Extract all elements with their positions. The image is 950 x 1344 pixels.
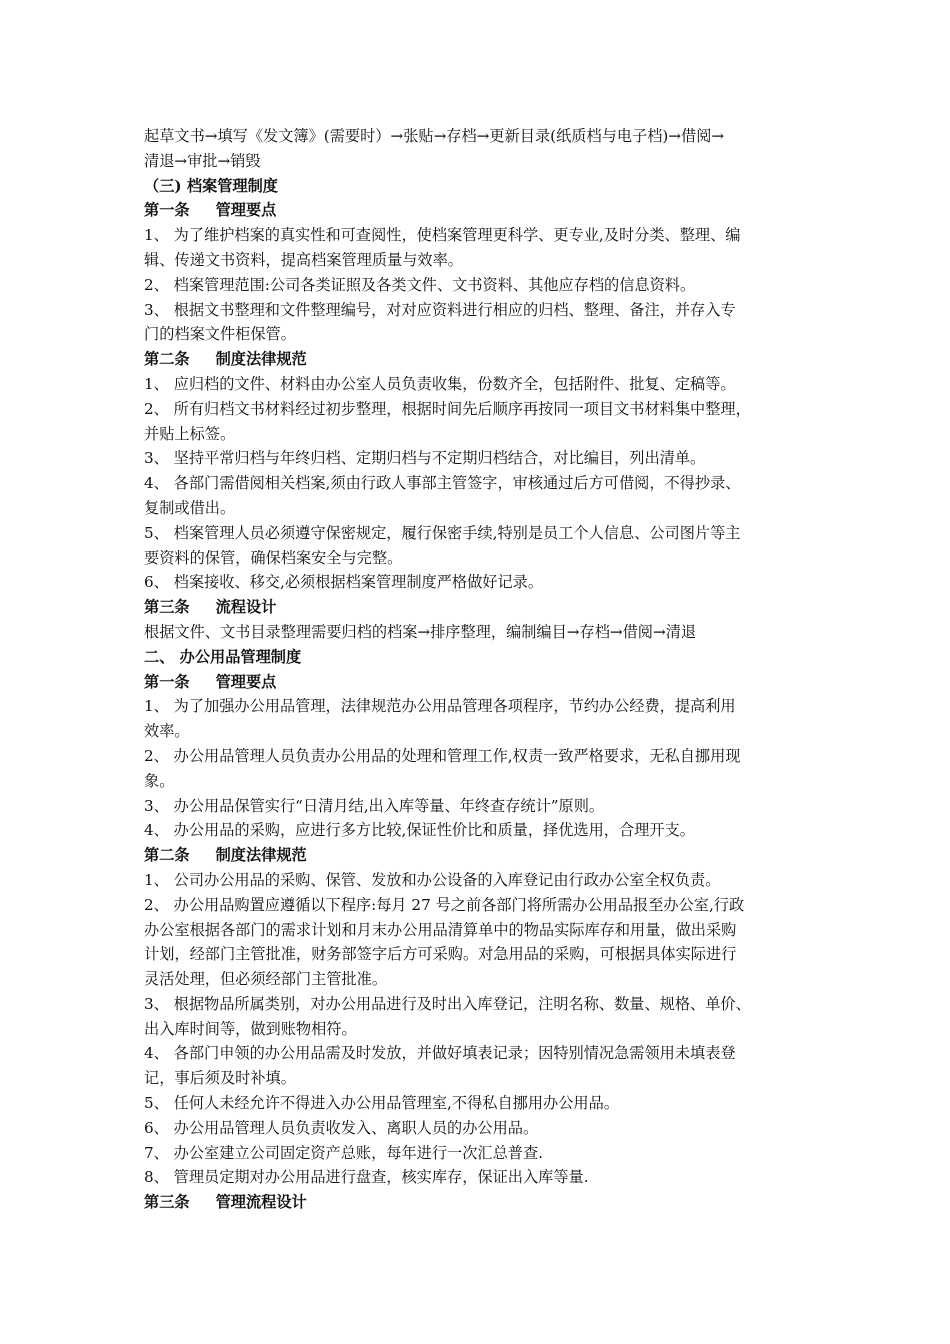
article-heading bbox=[144, 670, 824, 695]
article-title: 管理流程设计 bbox=[215, 1193, 307, 1212]
text-line: 5、 档案管理人员必须遵守保密规定，履行保密手续,特别是员工个人信息、公司图片等主 bbox=[144, 523, 741, 542]
article-number: 第二条 bbox=[144, 350, 190, 369]
article-title: 流程设计 bbox=[215, 598, 277, 617]
article-title: 制度法律规范 bbox=[215, 846, 307, 865]
text-line: 效率。 bbox=[144, 722, 190, 741]
text-line: 3、 坚持平常归档与年终归档、定期归档与不定期归档结合，对比编目，列出清单。 bbox=[144, 449, 706, 468]
article-number: 第三条 bbox=[144, 1193, 190, 1212]
article-number: 第二条 bbox=[144, 846, 190, 865]
article-heading bbox=[144, 198, 824, 223]
article-title: 制度法律规范 bbox=[215, 350, 307, 369]
article-title: 管理要点 bbox=[215, 672, 277, 691]
article-heading bbox=[144, 1190, 824, 1215]
section-heading: （三) 档案管理制度 bbox=[144, 176, 278, 195]
text-line: 并贴上标签。 bbox=[144, 424, 236, 443]
article-heading bbox=[144, 843, 824, 868]
text-line: 4、 各部门申领的办公用品需及时发放，并做好填表记录；因特别情况急需领用未填表登 bbox=[144, 1044, 736, 1063]
text-line: 7、 办公室建立公司固定资产总账，每年进行一次汇总普查. bbox=[144, 1143, 544, 1162]
text-line: 3、 根据物品所属类别，对办公用品进行及时出入库登记，注明名称、数量、规格、单价、 bbox=[144, 994, 751, 1013]
text-line: 象。 bbox=[144, 771, 175, 790]
text-line: 复制或借出。 bbox=[144, 498, 236, 517]
text-line: 灵活处理，但必须经部门主管批准。 bbox=[144, 970, 387, 989]
text-line: 1、 应归档的文件、材料由办公室人员负责收集，份数齐全，包括附件、批复、定稿等。 bbox=[144, 374, 736, 393]
text-line: 办公室根据各部门的需求计划和月末办公用品清算单中的物品实际库存和用量，做出采购 bbox=[144, 920, 737, 939]
section-heading: 二、 办公用品管理制度 bbox=[144, 647, 302, 666]
text-line: 6、 档案接收、移交,必须根据档案管理制度严格做好记录。 bbox=[144, 573, 544, 592]
text-line: 2、 办公用品管理人员负责办公用品的处理和管理工作,权责一致严格要求，无私自挪用现 bbox=[144, 746, 741, 765]
text-line: 2、 所有归档文书材料经过初步整理，根据时间先后顺序再按同一项目文书材料集中整理， bbox=[144, 399, 751, 418]
document-body bbox=[144, 124, 824, 1215]
text-line: 3、 办公用品保管实行“日清月结,出入库等量、年终查存统计”原则。 bbox=[144, 796, 605, 815]
text-line: 1、 为了维护档案的真实性和可查阅性，使档案管理更科学、更专业,及时分类、整理、编 bbox=[144, 226, 741, 245]
text-line: 门的档案文件柜保管。 bbox=[144, 325, 296, 344]
text-line: 1、 为了加强办公用品管理，法律规范办公用品管理各项程序，节约办公经费，提高利用 bbox=[144, 697, 736, 716]
text-line: 1、 公司办公用品的采购、保管、发放和办公设备的入库登记由行政办公室全权负责。 bbox=[144, 870, 721, 889]
article-heading bbox=[144, 347, 824, 372]
text-line: 计划，经部门主管批准，财务部签字后方可采购。对急用品的采购，可根据具体实际进行 bbox=[144, 945, 737, 964]
text-line: 4、 办公用品的采购，应进行多方比较,保证性价比和质量，择优选用，合理开支。 bbox=[144, 821, 695, 840]
text-line: 记，事后须及时补填。 bbox=[144, 1069, 296, 1088]
text-line: 3、 根据文书整理和文件整理编号，对对应资料进行相应的归档、整理、备注，并存入专 bbox=[144, 300, 736, 319]
text-line: 5、 任何人未经允许不得进入办公用品管理室,不得私自挪用办公用品。 bbox=[144, 1094, 619, 1113]
article-number: 第一条 bbox=[144, 201, 190, 220]
article-heading bbox=[144, 595, 824, 620]
text-line: 出入库时间等，做到账物相符。 bbox=[144, 1019, 357, 1038]
article-number: 第一条 bbox=[144, 672, 190, 691]
text-line: 2、 办公用品购置应遵循以下程序:每月 27 号之前各部门将所需办公用品报至办公室,行政 bbox=[144, 895, 745, 914]
text-line: 清退→审批→销毁 bbox=[144, 151, 261, 170]
text-line: 辑、传递文书资料，提高档案管理质量与效率。 bbox=[144, 250, 463, 269]
text-line: 2、 档案管理范围:公司各类证照及各类文件、文书资料、其他应存档的信息资料。 bbox=[144, 275, 696, 294]
article-number: 第三条 bbox=[144, 598, 190, 617]
article-title: 管理要点 bbox=[215, 201, 277, 220]
text-line: 起草文书→填写《发文簿》(需要时）→张贴→存档→更新目录(纸质档与电子档)→借阅→ bbox=[144, 127, 725, 145]
text-line: 要资料的保管，确保档案安全与完整。 bbox=[144, 548, 403, 567]
text-line: 根据文件、文书目录整理需要归档的档案→排序整理，编制编目→存档→借阅→清退 bbox=[144, 622, 697, 641]
text-line: 4、 各部门需借阅相关档案,须由行政人事部主管签字，审核通过后方可借阅，不得抄录、 bbox=[144, 474, 741, 493]
text-line: 6、 办公用品管理人员负责收发入、离职人员的办公用品。 bbox=[144, 1118, 539, 1137]
text-line: 8、 管理员定期对办公用品进行盘查，核实库存，保证出入库等量. bbox=[144, 1168, 589, 1187]
